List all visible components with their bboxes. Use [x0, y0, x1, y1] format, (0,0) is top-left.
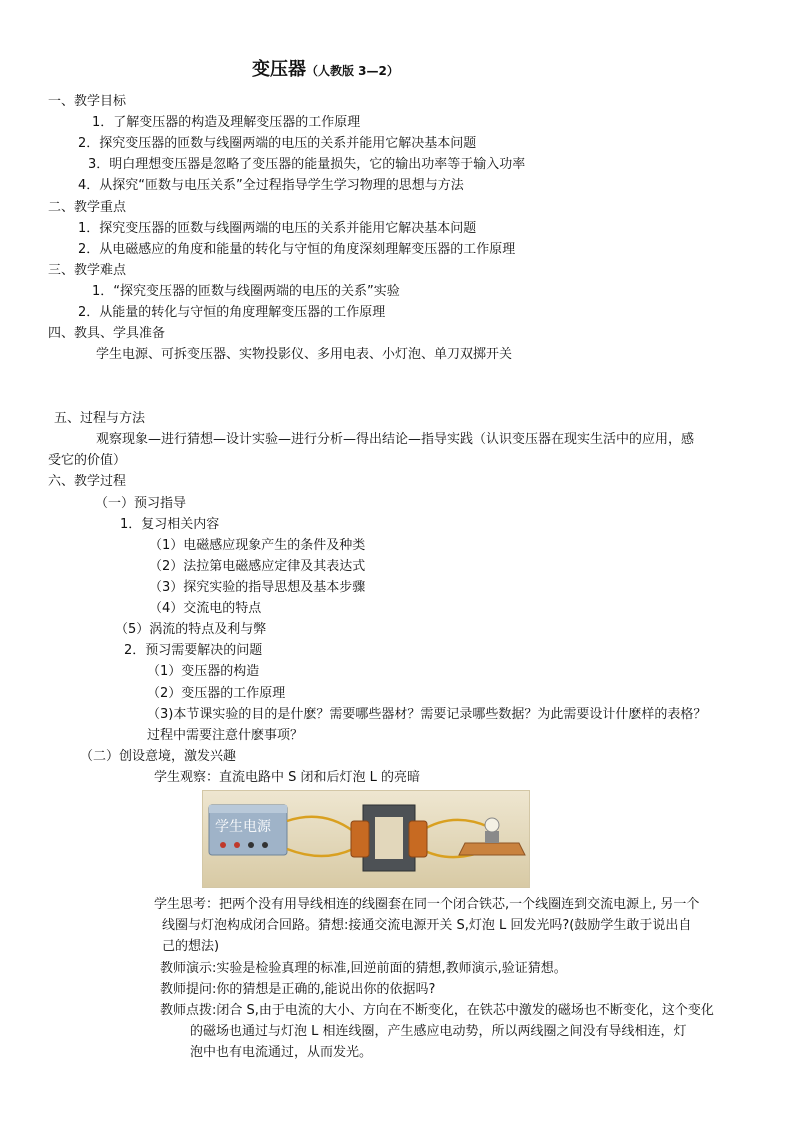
process-method-line-1: 观察现象—进行猜想—设计实验—进行分析—得出结论—指导实践（认识变压器在现实生活中的应用，感	[96, 432, 695, 447]
secondary-coil	[409, 821, 427, 857]
key-point-1: 1．探究变压器的匝数与线圈两端的电压的关系并能用它解决基本问题	[78, 221, 477, 236]
review-heading: 1．复习相关内容	[120, 517, 220, 532]
power-supply-label: 学生电源	[215, 818, 271, 834]
preview-questions-heading: 2．预习需要解决的问题	[124, 643, 263, 658]
teacher-demo: 教师演示:实验是检验真理的标准,回逆前面的猜想,教师演示,验证猜想。	[160, 961, 567, 976]
circuit-illustration	[203, 791, 529, 887]
heading-objectives: 一、教学目标	[48, 94, 127, 109]
page-title	[252, 61, 399, 80]
teacher-explain-line-1: 教师点拨:闭合 S,由于电流的大小、方向在不断变化，在铁芯中激发的磁场也不断变化，这个变化	[160, 1003, 714, 1018]
lamp-base	[459, 843, 525, 855]
heading-process-method: 五、过程与方法	[54, 411, 146, 426]
difficulty-2: 2．从能量的转化与守恒的角度理解变压器的工作原理	[78, 305, 386, 320]
title-edition: （人教版 3—2）	[306, 64, 399, 78]
preview-question-1: （1）变压器的构造	[147, 664, 260, 679]
lamp-bulb	[485, 818, 499, 832]
title-text: 变压器	[252, 59, 306, 80]
objective-1: 1．了解变压器的构造及理解变压器的工作原理	[92, 115, 361, 130]
student-thinking-line-1: 学生思考：把两个没有用导线相连的线圈套在同一个闭合铁芯,一个线圈连到交流电源上, 另一个	[154, 897, 700, 912]
preview-question-3: （3)本节课实验的目的是什麽？需要哪些器材？需要记录哪些数据？为此需要设计什麽样的表格？	[147, 707, 707, 722]
difficulty-1: 1．“探究变压器的匝数与线圈两端的电压的关系”实验	[92, 284, 400, 299]
objective-4: 4．从探究“匝数与电压关系”全过程指导学生学习物理的思想与方法	[78, 178, 464, 193]
circuit-figure	[202, 790, 530, 888]
subheading-preview: （一）预习指导	[95, 496, 187, 511]
primary-coil	[351, 821, 369, 857]
student-thinking-line-3: 己的想法)	[162, 939, 220, 954]
student-observation: 学生观察：直流电路中 S 闭和后灯泡 L 的亮暗	[154, 770, 421, 785]
review-item-4: （4）交流电的特点	[149, 601, 262, 616]
teacher-explain-line-2: 的磁场也通过与灯泡 L 相连线圈，产生感应电动势，所以两线圈之间没有导线相连，灯	[190, 1024, 687, 1039]
objective-2: 2．探究变压器的匝数与线圈两端的电压的关系并能用它解决基本问题	[78, 136, 477, 151]
review-item-3: （3）探究实验的指导思想及基本步骤	[149, 580, 366, 595]
review-item-2: （2）法拉第电磁感应定律及其表达式	[149, 559, 366, 574]
teacher-question: 教师提问:你的猜想是正确的,能说出你的依据吗?	[160, 982, 436, 997]
teacher-explain-line-3: 泡中也有电流通过，从而发光。	[190, 1045, 373, 1060]
review-item-1: （1）电磁感应现象产生的条件及种类	[149, 538, 366, 553]
process-method-line-2: 受它的价值）	[48, 453, 127, 468]
subheading-scenario: （二）创设意境，激发兴趣	[80, 749, 237, 764]
heading-teaching-process: 六、教学过程	[48, 474, 127, 489]
student-thinking-line-2: 线圈与灯泡构成闭合回路。猜想:接通交流电源开关 S,灯泡 L 回发光吗?(鼓励学生敢于说出自	[162, 918, 692, 933]
objective-3: 3．明白理想变压器是忽略了变压器的能量损失，它的输出功率等于输入功率	[88, 157, 526, 172]
heading-materials: 四、教具、学具准备	[48, 326, 166, 341]
preview-question-2: （2）变压器的工作原理	[147, 686, 286, 701]
heading-difficulties: 三、教学难点	[48, 263, 127, 278]
key-point-2: 2．从电磁感应的角度和能量的转化与守恒的角度深刻理解变压器的工作原理	[78, 242, 516, 257]
heading-key-points: 二、教学重点	[48, 200, 127, 215]
preview-question-3-cont: 过程中需要注意什麽事项？	[147, 728, 304, 743]
review-item-5: （5）涡流的特点及利与弊	[115, 622, 267, 637]
materials-list: 学生电源、可拆变压器、实物投影仪、多用电表、小灯泡、单刀双掷开关	[96, 347, 513, 362]
